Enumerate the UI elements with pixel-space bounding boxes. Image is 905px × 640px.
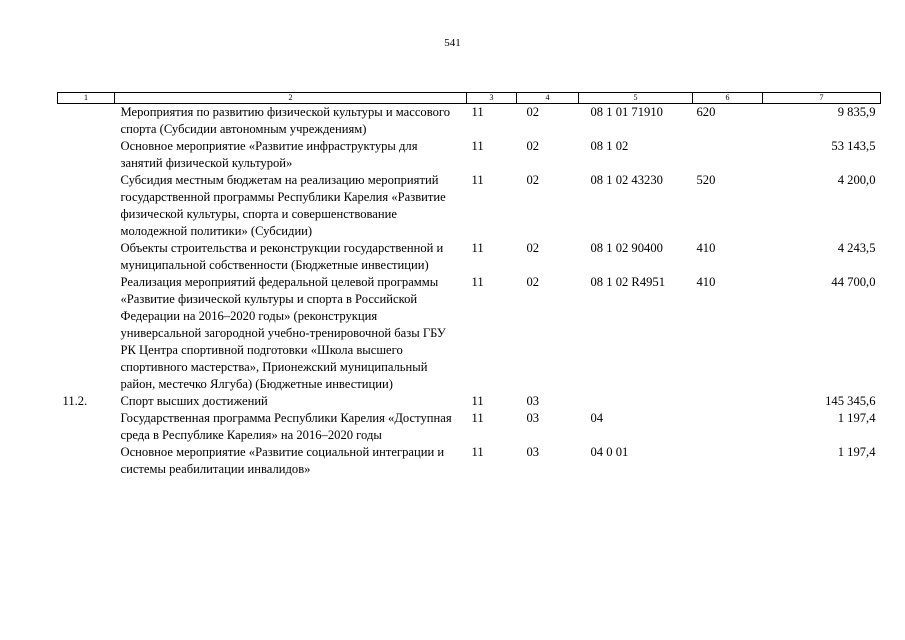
expense-type-code: 620 [696, 105, 716, 119]
expense-type-code [693, 393, 763, 410]
target-article-code: 08 1 02 90400 [590, 241, 663, 255]
target-article-code: 08 1 02 [590, 139, 629, 153]
section-code: 11 [471, 241, 484, 255]
row-number: 11.2. [62, 394, 88, 408]
expense-type-code [693, 410, 763, 444]
subsection-code: 03 [526, 411, 540, 425]
amount: 4 200,0 [837, 173, 876, 187]
section-code: 11 [471, 275, 484, 289]
row-number [58, 240, 115, 274]
item-name: Объекты строительства и реконструкции государственной и муниципальной собственности (Бюджетные инвестиции) [120, 241, 444, 272]
table-row [58, 274, 881, 393]
table-row [58, 393, 881, 410]
expense-type-code: 520 [696, 173, 716, 187]
column-header: 7 [763, 93, 881, 104]
item-name: Основное мероприятие «Развитие социальной интеграции и системы реабилитации инвалидов» [120, 445, 445, 476]
amount: 4 243,5 [837, 241, 876, 255]
subsection-code: 02 [526, 275, 540, 289]
item-name: Реализация мероприятий федеральной целевой программы «Развитие физической культуры и спорта в Российской Федерации на 2016–2020 годы» (реконструкция универсальной загородной учебно-тренировочной базы ГБУ РК Центра спортивной подготовки «Школа высшего спортивного мастерства», Прионежский муниципальный район, местечко Ялгуба) (Бюджетные инвестиции) [120, 275, 446, 391]
row-number [58, 410, 115, 444]
amount: 9 835,9 [837, 105, 876, 119]
subsection-code: 03 [526, 394, 540, 408]
amount: 1 197,4 [837, 445, 876, 459]
item-name: Основное мероприятие «Развитие инфраструктуры для занятий физической культурой» [120, 139, 418, 170]
budget-table [57, 92, 881, 478]
column-header: 3 [467, 93, 517, 104]
table-row [58, 410, 881, 444]
target-article-code: 04 [590, 411, 604, 425]
table-row [58, 138, 881, 172]
expense-type-code [693, 444, 763, 478]
section-code: 11 [471, 105, 484, 119]
section-code: 11 [471, 411, 484, 425]
row-number [58, 172, 115, 240]
row-number [58, 274, 115, 393]
amount: 44 700,0 [831, 275, 876, 289]
table-row [58, 444, 881, 478]
section-code: 11 [471, 139, 484, 153]
item-name: Государственная программа Республики Карелия «Доступная среда в Республике Карелия» на 2016–2020 годы [120, 411, 452, 442]
subsection-code: 02 [526, 139, 540, 153]
item-name: Субсидия местным бюджетам на реализацию мероприятий государственной программы Республики Карелия «Развитие физической культуры, спорта и совершенствование молодежной политики» (Субсидии) [120, 173, 446, 238]
amount: 1 197,4 [837, 411, 876, 425]
amount: 145 345,6 [825, 394, 876, 408]
subsection-code: 02 [526, 173, 540, 187]
page-number: 541 [444, 37, 461, 49]
section-code: 11 [471, 445, 484, 459]
row-number [58, 138, 115, 172]
column-header: 5 [579, 93, 693, 104]
column-header: 6 [693, 93, 763, 104]
subsection-code: 03 [526, 445, 540, 459]
subsection-code: 02 [526, 241, 540, 255]
target-article-code: 04 0 01 [590, 445, 629, 459]
expense-type-code [693, 138, 763, 172]
section-code: 11 [471, 173, 484, 187]
table-row [58, 172, 881, 240]
expense-type-code: 410 [696, 275, 716, 289]
section-code: 11 [471, 394, 484, 408]
column-header: 1 [58, 93, 115, 104]
target-article-code: 08 1 02 R4951 [590, 275, 666, 289]
table-header-row [58, 93, 881, 104]
row-number [58, 104, 115, 139]
table-body [58, 104, 881, 479]
item-name: Спорт высших достижений [120, 394, 268, 408]
expense-type-code: 410 [696, 241, 716, 255]
amount: 53 143,5 [831, 139, 876, 153]
target-article-code: 08 1 01 71910 [590, 105, 663, 119]
table-row [58, 240, 881, 274]
column-header: 4 [517, 93, 579, 104]
row-number [58, 444, 115, 478]
target-article-code [579, 393, 693, 410]
target-article-code: 08 1 02 43230 [590, 173, 663, 187]
table-row [58, 104, 881, 139]
subsection-code: 02 [526, 105, 540, 119]
column-header: 2 [115, 93, 467, 104]
item-name: Мероприятия по развитию физической культуры и массового спорта (Субсидии автономным учреждениям) [120, 105, 451, 136]
